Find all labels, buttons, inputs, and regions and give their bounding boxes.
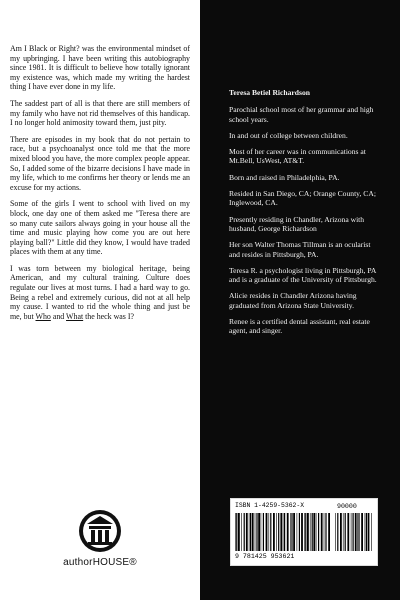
excerpt-paragraph-last bbox=[10, 264, 190, 322]
bio-line: Renee is a certified dental assistant, real estate agent, and singer. bbox=[229, 317, 370, 336]
price-barcode-bars-icon bbox=[335, 513, 373, 551]
excerpt-last-start: I was torn between my biological heritage, being American, and my cultural training. Culture does regulate our lives at most turns. I had a hard way to go. Being a rebel and extremely curious, did not at all help my cause. I wanted to rid the whole thing and just be me, but bbox=[10, 263, 190, 321]
excerpt-text bbox=[10, 44, 190, 328]
publisher-logo-icon bbox=[77, 508, 123, 554]
barcode-bars-icon bbox=[235, 513, 331, 551]
bio-line: Most of her career was in communications at Mt.Bell, UsWest, AT&T. bbox=[229, 147, 366, 166]
excerpt-what: What bbox=[66, 311, 84, 321]
author-bio bbox=[229, 88, 381, 343]
isbn-barcode bbox=[230, 498, 378, 566]
author-name: Teresa Betiel Richardson bbox=[229, 88, 310, 97]
isbn-label: ISBN 1-4259-5362-X bbox=[235, 502, 305, 509]
excerpt-last-end: the heck was I? bbox=[83, 311, 134, 321]
excerpt-paragraph: The saddest part of all is that there are still members of my family who have not rid themselves of this handicap. I no longer hold animosity toward them, just pity. bbox=[10, 98, 190, 128]
barcode-number: 9 781425 953621 bbox=[235, 553, 295, 560]
price-code: 90000 bbox=[337, 503, 357, 510]
excerpt-paragraph: Some of the girls I went to school with lived on my block, one day one of them asked me "Teresa there are so many cute sailors always going in your house all the time and music playing how come you are out here playing ball?" Little did they know, I would have traded places with them at any time. bbox=[10, 199, 190, 257]
bio-line: Born and raised in Philadelphia, PA. bbox=[229, 172, 340, 182]
bio-line: Resided in San Diego, CA; Orange County, CA; Inglewood, CA. bbox=[229, 189, 376, 208]
excerpt-and: and bbox=[50, 311, 67, 321]
publisher-name: authorHOUSE® bbox=[63, 557, 137, 568]
bio-line: Teresa R. a psychologist living in Pittsburgh, PA and is a graduate of the University of Pittsburgh. bbox=[229, 265, 377, 285]
bio-line: In and out of college between children. bbox=[229, 130, 348, 140]
excerpt-paragraph: Am I Black or Right? was the environmental mindset of my upbringing. I have been writing this autobiography since 1981. It is difficult to believe how totally ignorant my existence was, which made my writing the hardest thing I have ever done in my life. bbox=[10, 44, 190, 92]
bio-line: Her son Walter Thomas Tillman is an ocularist and resides in Pittsburgh, PA. bbox=[229, 240, 371, 259]
bio-line: Alicie resides in Chandler Arizona having graduated from Arizona State University. bbox=[229, 291, 357, 310]
excerpt-paragraph: There are episodes in my book that do not pertain to race, but a psychoanalyst once told me that the more mixed blood you have, the more complex people appear. So, I added some of the bizarre decisions I have made in my life, which to me confirms her theory or lends me an excuse for my actions. bbox=[10, 134, 190, 192]
bio-line: Presently residing in Chandler, Arizona with husband, George Richardson bbox=[229, 214, 365, 233]
bio-line: Parochial school most of her grammar and high school years. bbox=[229, 105, 374, 124]
excerpt-who: Who bbox=[35, 311, 51, 321]
